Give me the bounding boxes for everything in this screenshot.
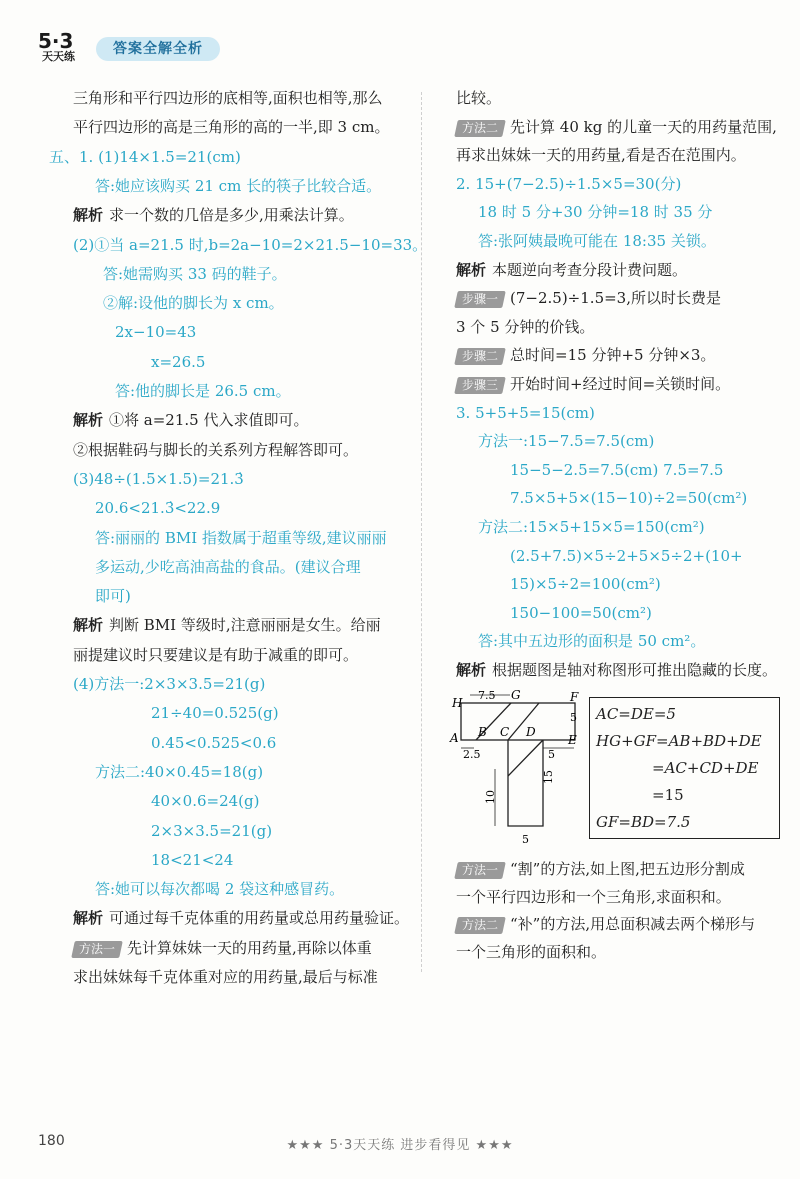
equation-line: =15: [652, 786, 684, 804]
line-text: 丽提建议时只要建议是有助于减重的即可。: [73, 645, 359, 664]
text-line: [95, 176, 381, 196]
line-text: 判断 BMI 等级时,注意丽丽是女生。给丽: [109, 616, 381, 635]
dim-left-bottom: 2.5: [463, 748, 481, 761]
text-line: [73, 967, 378, 987]
line-text: ②解:设他的脚长为 x cm。: [103, 294, 284, 313]
line-text: (2)①当 a=21.5 时,b=2a−10=2×21.5−10=33。: [73, 235, 428, 254]
text-line: [49, 147, 241, 167]
label-d: D: [526, 725, 536, 739]
text-line: [95, 498, 220, 518]
method-tag: 方法二: [454, 120, 506, 137]
line-text: 答:她应该购买 21 cm 长的筷子比较合适。: [95, 176, 382, 195]
line-text: 答:其中五边形的面积是 50 cm²。: [478, 632, 706, 651]
text-line: [73, 674, 265, 694]
line-text: 求一个数的几倍是多少,用乘法计算。: [109, 206, 354, 225]
label-g: G: [511, 688, 521, 702]
equation-box: [589, 697, 780, 839]
line-text: 即可): [95, 587, 131, 606]
line-text: 3. 5+5+5=15(cm): [456, 403, 595, 422]
text-line: [95, 586, 131, 606]
section-title-band: 答案全解全析: [96, 37, 220, 61]
text-line: [73, 410, 308, 430]
text-line: [456, 942, 606, 962]
text-line: [151, 352, 205, 372]
method-tag: 步骤一: [454, 291, 506, 308]
text-line: [151, 733, 276, 753]
line-text: 根据题图是轴对称图形可推出隐藏的长度。: [492, 661, 778, 679]
label-c: C: [500, 725, 510, 739]
text-line: [478, 517, 705, 537]
text-line: [510, 546, 743, 566]
line-text: 40×0.6=24(g): [151, 792, 260, 811]
text-line: [95, 762, 263, 782]
line-text: 三角形和平行四边形的底相等,面积也相等,那么: [73, 89, 383, 107]
text-line: [456, 403, 595, 423]
line-text: 开始时间+经过时间=关锁时间。: [510, 375, 731, 393]
line-text: 2x−10=43: [115, 323, 197, 342]
dim-top: 7.5: [478, 689, 496, 702]
label-f: F: [570, 690, 579, 704]
line-text: 答:她可以每次都喝 2 袋这种感冒药。: [95, 880, 345, 899]
line-text: (4)方法一:2×3×3.5=21(g): [73, 675, 266, 693]
line-text: 21÷40=0.525(g): [151, 704, 279, 723]
method-tag: 步骤三: [454, 377, 506, 394]
figure-diagonal-stem: [508, 740, 543, 776]
line-text: 18<21<24: [151, 850, 234, 869]
text-line: [456, 374, 730, 394]
text-line: [456, 345, 715, 365]
page-number: 180: [38, 1133, 65, 1149]
line-text: 比较。: [456, 89, 502, 107]
dim-stem-bottom: 5: [522, 833, 529, 846]
text-line: [95, 557, 361, 577]
line-text: “补”的方法,用总面积减去两个梯形与: [510, 915, 756, 933]
line-text: 先计算 40 kg 的儿童一天的用药量范围,: [510, 117, 777, 136]
equation-line: AC=DE=5: [596, 705, 676, 723]
method-tag: 步骤二: [454, 348, 506, 365]
line-text: (2.5+7.5)×5÷2+5×5÷2+(10+: [510, 546, 743, 565]
equation-line: GF=BD=7.5: [596, 813, 691, 831]
pentagon-figure: [448, 686, 588, 846]
method-tag: 方法一: [454, 862, 506, 879]
dim-stem-left: 10: [484, 790, 497, 804]
figure-stem: [508, 740, 543, 826]
text-line: [151, 850, 233, 870]
line-text: 再求出妹妹一天的用药量,看是否在范围内。: [456, 146, 746, 165]
text-line: [478, 431, 654, 451]
analysis-label: 解析: [456, 661, 487, 679]
text-line: [73, 938, 372, 958]
line-text: 总时间=15 分钟+5 分钟×3。: [510, 346, 716, 365]
analysis-label: 解析: [73, 616, 104, 635]
line-text: 求出妹妹每千克体重对应的用药量,最后与标准: [73, 968, 378, 986]
text-line: [103, 293, 284, 313]
text-line: [478, 202, 712, 222]
dim-stem-mid: 15: [542, 770, 555, 784]
line-text: 本题逆向考查分段计费问题。: [492, 260, 688, 279]
line-text: 150−100=50(cm²): [510, 603, 652, 622]
text-line: [73, 205, 354, 225]
line-text: 答:她需购买 33 码的鞋子。: [103, 264, 287, 283]
text-line: [115, 322, 196, 342]
logo-text: 5·3: [38, 29, 74, 53]
label-b: B: [478, 725, 487, 739]
method-tag: 方法二: [454, 917, 506, 934]
line-text: 3 个 5 分钟的价钱。: [456, 317, 595, 336]
text-line: [73, 117, 389, 137]
method-tag: 方法一: [71, 941, 123, 958]
text-line: [151, 703, 279, 723]
text-line: [456, 859, 745, 879]
text-line: [73, 88, 383, 108]
text-line: [456, 260, 687, 280]
text-line: [151, 791, 259, 811]
dim-right: 5: [570, 711, 577, 724]
brand-logo: [36, 28, 90, 62]
line-text: 0.45<0.525<0.6: [151, 733, 277, 752]
line-text: 答:他的脚长是 26.5 cm。: [115, 382, 291, 400]
footer-slogan: ★★★ 5·3天天练 进步看得见 ★★★: [286, 1138, 514, 1153]
text-line: [115, 381, 291, 401]
line-text: ①将 a=21.5 代入求值即可。: [109, 411, 309, 430]
text-line: [73, 469, 244, 489]
line-text: 五、1. (1)14×1.5=21(cm): [49, 147, 241, 166]
line-text: x=26.5: [151, 352, 206, 371]
text-line: [103, 264, 287, 284]
text-line: [510, 488, 747, 508]
text-line: [510, 603, 652, 623]
text-line: [510, 574, 661, 594]
line-text: 2. 15+(7−2.5)÷1.5×5=30(分): [456, 174, 682, 193]
line-text: 20.6<21.3̇<22.9: [95, 499, 221, 518]
analysis-label: 解析: [73, 206, 104, 225]
text-line: [73, 440, 358, 460]
line-text: 可通过每千克体重的用药量或总用药量验证。: [109, 909, 410, 928]
text-line: [456, 887, 731, 907]
label-a: A: [450, 731, 459, 745]
line-text: 2×3×3.5=21(g): [151, 821, 273, 840]
line-text: 方法二:40×0.45=18(g): [95, 762, 264, 781]
line-text: 多运动,少吃高油高盐的食品。(建议合理: [95, 557, 361, 576]
text-line: [456, 317, 594, 337]
line-text: “割”的方法,如上图,把五边形分割成: [510, 860, 745, 878]
text-line: [95, 528, 387, 548]
text-line: [478, 631, 705, 651]
text-line: [456, 117, 777, 137]
text-line: [456, 88, 501, 108]
text-line: [478, 231, 716, 251]
dim-right-bottom: 5: [548, 748, 555, 761]
text-line: [456, 914, 755, 934]
text-line: [151, 821, 272, 841]
line-text: 方法二:15×5+15×5=150(cm²): [478, 518, 705, 536]
line-text: ②根据鞋码与脚长的关系列方程解答即可。: [73, 440, 359, 459]
line-text: 15)×5÷2=100(cm²): [510, 575, 661, 594]
text-line: [73, 645, 358, 665]
text-line: [73, 908, 409, 928]
analysis-label: 解析: [73, 909, 104, 928]
line-text: (3)48÷(1.5×1.5)=21.3̇: [73, 469, 244, 488]
text-line: [95, 879, 344, 899]
text-line: [510, 460, 723, 480]
line-text: 平行四边形的高是三角形的高的一半,即 3 cm。: [73, 118, 390, 137]
line-text: (7−2.5)÷1.5=3,所以时长费是: [510, 289, 721, 308]
label-h: H: [452, 696, 463, 710]
analysis-label: 解析: [73, 411, 104, 430]
line-text: 答:丽丽的 BMI 指数属于超重等级,建议丽丽: [95, 528, 387, 547]
analysis-label: 解析: [456, 260, 487, 279]
line-text: 一个平行四边形和一个三角形,求面积和。: [456, 887, 731, 906]
text-line: [73, 615, 381, 635]
logo-sub-text: 天天练: [42, 50, 75, 62]
text-line: [456, 288, 721, 308]
column-divider: [421, 92, 422, 972]
line-text: 先计算妹妹一天的用药量,再除以体重: [127, 938, 372, 957]
text-line: [456, 660, 777, 680]
line-text: 答:张阿姨最晚可能在 18:35 关锁。: [478, 232, 716, 250]
equation-line: HG+GF=AB+BD+DE: [596, 732, 762, 750]
text-line: [456, 145, 746, 165]
line-text: 7.5×5+5×(15−10)÷2=50(cm²): [510, 489, 748, 508]
text-line: [456, 174, 681, 194]
label-e: E: [568, 733, 577, 747]
line-text: 一个三角形的面积和。: [456, 942, 607, 961]
line-text: 方法一:15−7.5=7.5(cm): [478, 432, 655, 451]
line-text: 15−5−2.5=7.5(cm) 7.5=7.5: [510, 460, 724, 479]
equation-line: =AC+CD+DE: [652, 759, 759, 777]
line-text: 18 时 5 分+30 分钟=18 时 35 分: [478, 203, 713, 222]
text-line: [73, 235, 427, 255]
